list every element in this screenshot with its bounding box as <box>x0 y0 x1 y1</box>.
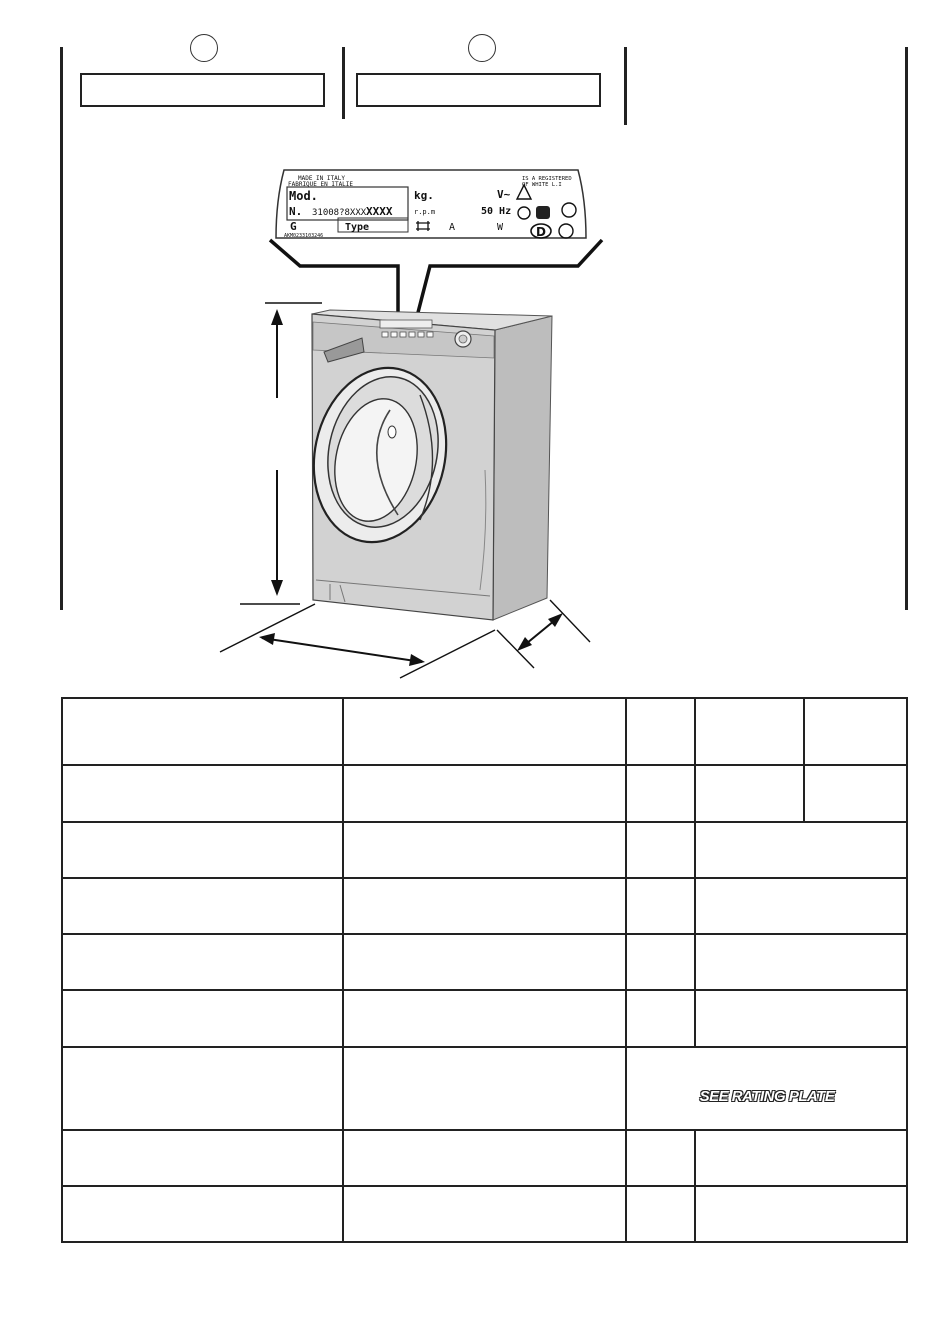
plate-g-label: G <box>290 220 297 233</box>
plate-hz-label: 50 Hz <box>481 206 512 217</box>
table-row-line-2 <box>61 821 908 823</box>
plate-kg-label: kg. <box>414 189 434 202</box>
plate-voltage-label: V~ <box>497 188 511 201</box>
table-col-line-2 <box>625 697 627 1243</box>
plate-serial-label: N. <box>289 205 303 218</box>
see-rating-plate-note: SEE RATING PLATE <box>699 1088 835 1105</box>
plate-registered: IS A REGISTERED <box>522 176 572 182</box>
table-col-line-3a <box>694 697 696 1046</box>
table-row-line-5 <box>61 989 908 991</box>
table-border-bottom <box>61 1241 908 1243</box>
plate-type-label: Type <box>345 222 370 233</box>
table-border-left <box>61 697 63 1243</box>
plate-fabrique: FABRIQUE EN ITALIE <box>288 181 354 188</box>
table-border-top <box>61 697 908 699</box>
plate-bottom-code: AKM0233103246 <box>284 233 324 239</box>
table-row-line-4 <box>61 933 908 935</box>
table-col-line-3b <box>694 1129 696 1243</box>
height-arrow-down-icon <box>271 580 283 596</box>
plate-amp-label: A <box>449 222 456 233</box>
specifications-table <box>61 697 908 1243</box>
table-col-line-4 <box>803 697 805 821</box>
width-arrow-right-icon <box>409 654 425 666</box>
table-row-line-3 <box>61 877 908 879</box>
certification-mark-icon-2 <box>536 206 550 219</box>
width-arrow-line <box>262 638 422 662</box>
table-row-line-6 <box>61 1046 908 1048</box>
depth-guide-front <box>497 630 534 668</box>
d-badge-text: D <box>536 225 546 239</box>
plate-rpm-label: r.p.m <box>414 208 436 216</box>
plate-made-in: MADE IN ITALY <box>298 175 345 182</box>
plate-trademark: OF WHITE L.I <box>522 182 562 188</box>
depth-arrow-front-icon <box>517 637 532 651</box>
width-arrow-left-icon <box>259 633 275 645</box>
table-col-line-1 <box>342 697 344 1243</box>
table-row-line-1 <box>61 764 908 766</box>
machine-side-panel <box>493 316 552 620</box>
door-handle <box>388 426 396 438</box>
plate-watt-label: W <box>497 222 504 233</box>
table-border-right <box>906 697 908 1243</box>
height-arrow-up-icon <box>271 309 283 325</box>
table-row-line-8 <box>61 1185 908 1187</box>
control-buttons <box>380 320 432 328</box>
table-row-line-7 <box>61 1129 908 1131</box>
plate-mod-label: Mod. <box>289 189 318 203</box>
plate-serial-suffix: XXXX <box>366 205 393 218</box>
plate-serial-value: 31008?8XXX <box>312 208 367 218</box>
width-guide-right <box>400 630 495 678</box>
